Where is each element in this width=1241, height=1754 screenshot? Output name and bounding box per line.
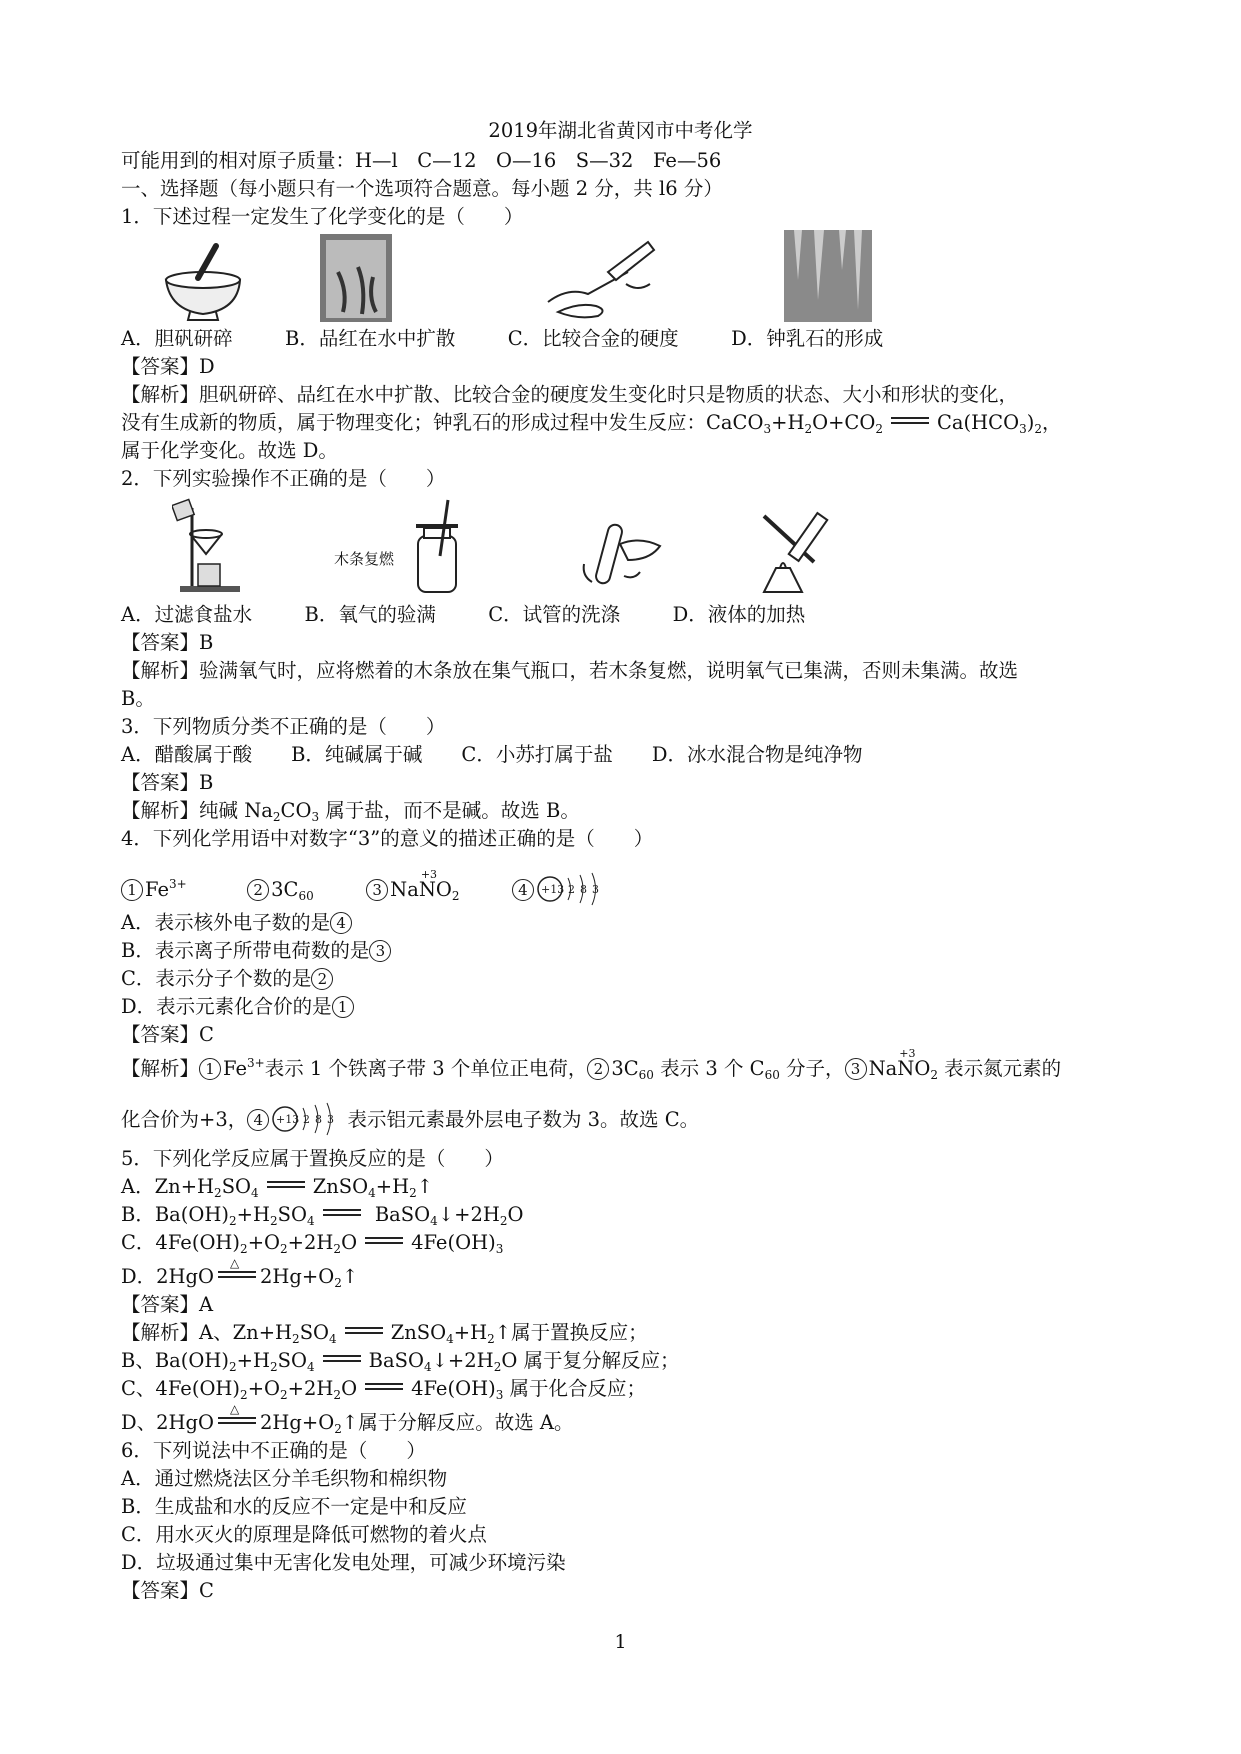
q5-explanation-b: B、$Ba(OH)_2+H_2SO_4$ $BaSO_4↓+2H_2O$ 属于复分解反应；: [121, 1349, 680, 1374]
q2-option-c: C．试管的洗涤: [488, 603, 621, 626]
q4-option-b: [121, 938, 393, 964]
circled-4: 4: [330, 912, 352, 934]
q5-explanation-a: 【解析】A、$Zn+H_2SO_4$ $ZnSO_4+H_2↑$属于置换反应；: [121, 1321, 648, 1346]
equals-sign: [365, 1237, 403, 1244]
q5-option-a: A．$Zn+H_2SO_4$ $ZnSO_4+H_2↑$: [121, 1175, 434, 1200]
q4-option-b-text: B．表示离子所带电荷数的是: [121, 939, 370, 962]
circled-1: 1: [121, 879, 143, 901]
q1-option-d: D．钟乳石的形成: [731, 327, 884, 350]
q1-options-row: [121, 326, 883, 352]
equals-sign: [323, 1209, 361, 1216]
q2-explanation-line1: 【解析】验满氧气时，应将燃着的木条放在集气瓶口，若木条复燃，说明氧气已集满，否则未集满。故选: [121, 659, 1019, 682]
circled-2: 2: [311, 968, 333, 990]
q5-answer: 【答案】A: [121, 1293, 214, 1316]
q4-option-c-text: C．表示分子个数的是: [121, 967, 312, 990]
q4-exp-part4: 表示氮元素的: [937, 1057, 1062, 1080]
q4-stem: 4．下列化学用语中对数字“3”的意义的描述正确的是（ ）: [121, 827, 654, 850]
q4-exp-part1: 表示 1 个铁离子带 3 个单位正电荷，: [264, 1057, 588, 1080]
q1-option-c: C．比较合金的硬度: [507, 327, 679, 350]
circled-1: 1: [199, 1058, 221, 1080]
q4-exp-part2: 表示 3 个 C: [653, 1057, 765, 1080]
q5-stem: 5．下列化学反应属于置换反应的是（ ）: [121, 1147, 504, 1170]
q1-explanation-line3: 属于化学变化。故选 D。: [121, 439, 338, 462]
equals-sign: [267, 1181, 305, 1188]
section-heading: 一、选择题（每小题只有一个选项符合题意。每小题 2 分，共 l6 分）: [121, 177, 723, 200]
stalactite-photo-figure: [784, 230, 872, 322]
circled-2: 2: [247, 879, 269, 901]
q5-note-a: 属于置换反应；: [511, 1321, 648, 1344]
circled-3: 3: [845, 1058, 867, 1080]
q4-option-d: [121, 994, 356, 1020]
q4-exp-line2-part1: 化合价为+3，: [121, 1108, 248, 1131]
q1-explanation-text: 没有生成新的物质，属于物理变化；钟乳石的形成过程中发生反应：: [121, 411, 707, 434]
equals-sign: [323, 1355, 361, 1362]
q3-explanation: 【解析】纯碱 $Na_2CO_3$ 属于盐，而不是碱。故选 B。: [121, 799, 580, 824]
q3-exp-part1: 【解析】纯碱 Na: [121, 799, 273, 822]
beaker-with-dye-figure: [318, 232, 394, 324]
q4-exp-part3: 分子，: [779, 1057, 845, 1080]
q2-option-a: A．过滤食盐水: [121, 603, 253, 626]
q2-stem: 2．下列实验操作不正确的是（ ）: [121, 467, 446, 490]
q1-stem: 1．下述过程一定发生了化学变化的是（ ）: [121, 205, 524, 228]
svg-text:2: 2: [567, 883, 575, 896]
q3-answer: 【答案】B: [121, 771, 214, 794]
q4-exp-head: 【解析】: [121, 1057, 200, 1080]
q5-option-c: C．$4Fe(OH)_2+O_2+2H_2O$ $4Fe(OH)_3$: [121, 1231, 504, 1256]
document-title: 2019年湖北省黄冈市中考化学: [488, 119, 753, 142]
q3-options: A．醋酸属于酸 B．纯碱属于碱 C．小苏打属于盐 D．冰水混合物是纯净物: [121, 743, 863, 766]
q5-note-d: 属于分解反应。故选 A。: [358, 1411, 574, 1434]
equals-sign: [891, 417, 929, 424]
q4-explanation-line2: [121, 1102, 699, 1136]
q1-explanation-line2: 没有生成新的物质，属于物理变化；钟乳石的形成过程中发生反应：$CaCO_3+H_2O+CO_2$ $Ca(HCO_3)_2$，: [121, 411, 1062, 436]
q6-answer: 【答案】C: [121, 1579, 214, 1602]
circled-1: 1: [332, 996, 354, 1018]
circled-3: 3: [369, 940, 391, 962]
q4-option-d-text: D．表示元素化合价的是: [121, 995, 332, 1018]
q5-explanation-d: D、2HgO △ $2Hg+O_2↑$属于分解反应。故选 A。: [121, 1402, 574, 1436]
q2-options-row: [121, 602, 805, 628]
q4-symbols-row: 1 $Fe^{3+}$ 2 $3C_{60}$ 3 Na +3 $NO_2$ 4 +13 2 8 3: [121, 872, 606, 906]
svg-text:8: 8: [579, 883, 587, 896]
equals-sign: [345, 1327, 383, 1334]
q1-option-b: B．品红在水中扩散: [285, 327, 456, 350]
circled-4: 4: [247, 1109, 269, 1131]
q4-explanation-line1: 【解析】 1 $Fe^{3+}$表示 1 个铁离子带 3 个单位正电荷， 2 $3C_{60}$ 表示 3 个 $C_{60}$ 分子， 3 Na +3 $NO_2$ 表示氮元素的: [121, 1047, 1062, 1082]
q4-option-a-text: A．表示核外电子数的是: [121, 911, 331, 934]
circled-2: 2: [587, 1058, 609, 1080]
mortar-pestle-figure: [158, 240, 248, 324]
aluminum-atom-structure-diagram: [536, 872, 606, 906]
liquid-heating-figure: [754, 506, 838, 596]
alloy-scratch-figure: [538, 232, 658, 322]
svg-text:3: 3: [327, 1113, 335, 1126]
svg-text:+13: +13: [540, 883, 565, 896]
q5-explanation-c: C、$4Fe(OH)_2+O_2+2H_2O$ $4Fe(OH)_3$ 属于化合反应；: [121, 1377, 647, 1402]
gas-jar-figure: [412, 496, 462, 596]
heat-equals-sign: △: [218, 1417, 256, 1424]
svg-text:2: 2: [303, 1113, 311, 1126]
circled-4: 4: [512, 879, 534, 901]
q5-option-b: B．$Ba(OH)_2+H_2SO_4$ $BaSO_4↓+2H_2O$: [121, 1203, 524, 1228]
q5-note-c: 属于化合反应；: [503, 1377, 647, 1400]
q2-figure-label: 木条复燃: [334, 550, 395, 568]
q6-option-b: B．生成盐和水的反应不一定是中和反应: [121, 1495, 467, 1518]
q1-option-a: A．胆矾研碎: [121, 327, 233, 350]
q3-exp-part3: 属于盐，而不是碱。故选 B。: [319, 799, 580, 822]
q5-note-b: 属于复分解反应；: [517, 1349, 680, 1372]
q1-answer: 【答案】D: [121, 355, 215, 378]
atomic-mass-line: 可能用到的相对原子质量：H—l C—12 O—16 S—32 Fe—56: [121, 149, 722, 172]
q3-stem: 3．下列物质分类不正确的是（ ）: [121, 715, 446, 738]
q6-option-a: A．通过燃烧法区分羊毛织物和棉织物: [121, 1467, 448, 1490]
q1-explanation-line1: 【解析】胆矾研碎、品红在水中扩散、比较合金的硬度发生变化时只是物质的状态、大小和形状的变化，: [121, 383, 1019, 406]
q5-option-d: D．2HgO △ $2Hg+O_2↑$: [121, 1256, 359, 1290]
q4-answer: 【答案】C: [121, 1023, 214, 1046]
circled-3: 3: [366, 879, 388, 901]
q6-option-c: C．用水灭火的原理是降低可燃物的着火点: [121, 1523, 487, 1546]
equals-sign: [365, 1383, 403, 1390]
q2-option-b: B．氧气的验满: [304, 603, 436, 626]
svg-text:8: 8: [315, 1113, 323, 1126]
q3-exp-part2: CO: [280, 799, 312, 822]
aluminum-atom-structure-diagram: [271, 1102, 341, 1136]
q4-option-c: [121, 966, 335, 992]
filtration-figure: [172, 498, 246, 594]
svg-text:3: 3: [591, 883, 599, 896]
q4-exp-line2-part2: 表示铝元素最外层电子数为 3。故选 C。: [341, 1108, 700, 1131]
q2-option-d: D．液体的加热: [672, 603, 806, 626]
q6-option-d: D．垃圾通过集中无害化发电处理，可减少环境污染: [121, 1551, 566, 1574]
q2-answer: 【答案】B: [121, 631, 214, 654]
q2-explanation-line2: B。: [121, 687, 155, 710]
q6-stem: 6．下列说法中不正确的是（ ）: [121, 1439, 426, 1462]
svg-text:+13: +13: [276, 1113, 300, 1126]
heat-equals-sign: △: [218, 1271, 256, 1278]
test-tube-washing-figure: [580, 516, 670, 594]
page-number: 1: [614, 1631, 627, 1653]
q4-option-a: [121, 910, 354, 936]
